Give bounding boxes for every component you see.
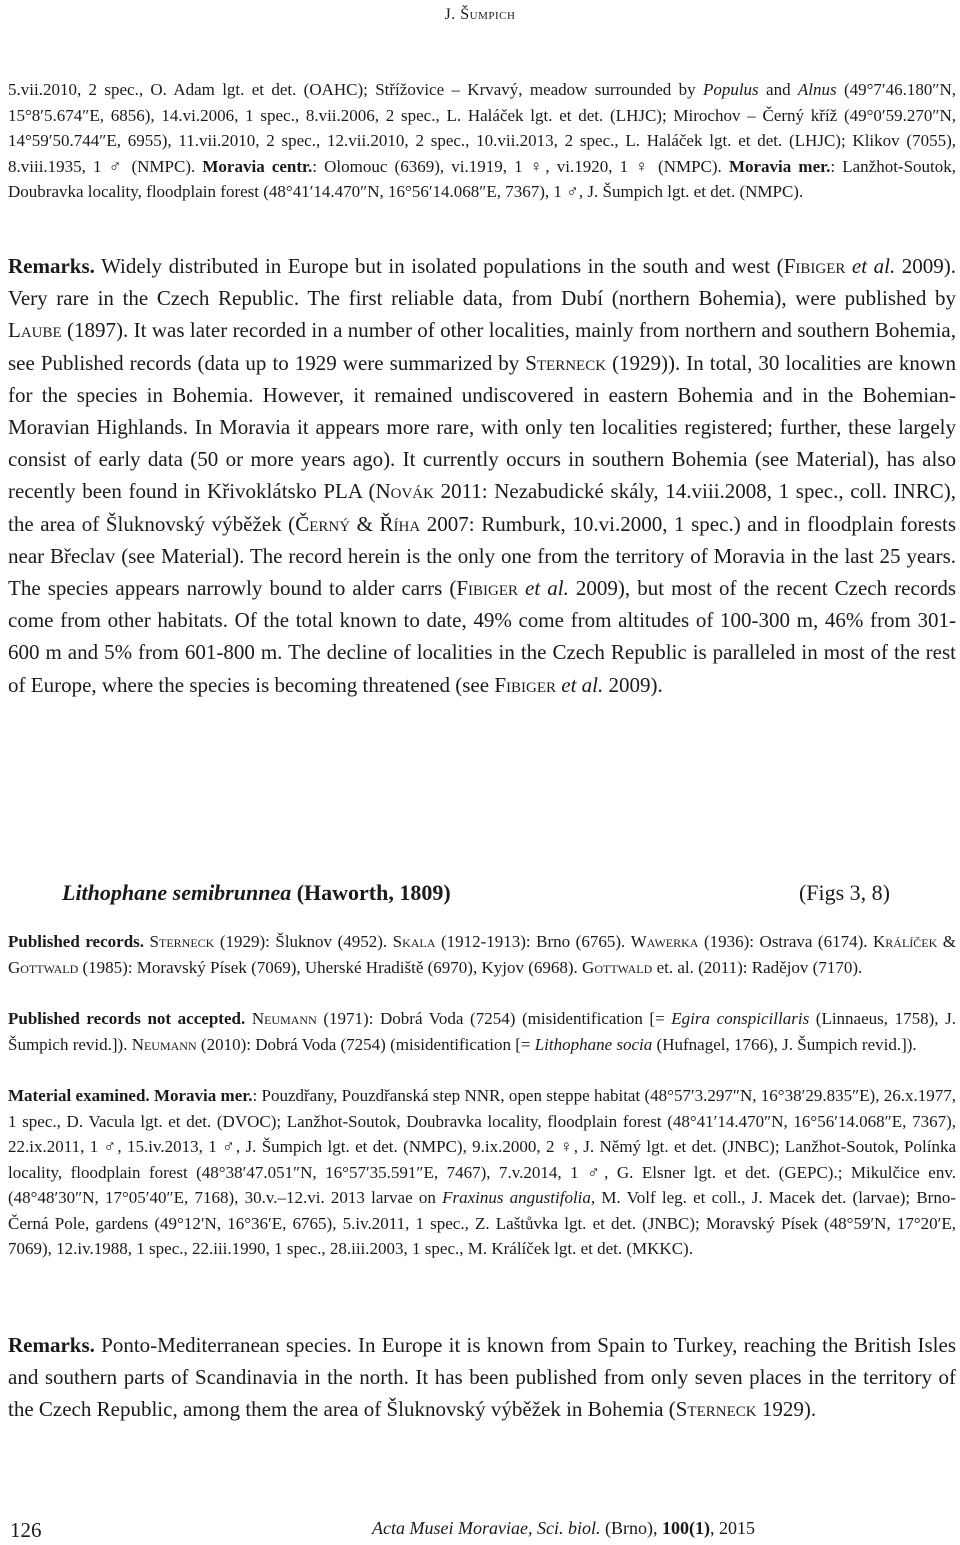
text-run: (1912-1913): Brno (6765).: [435, 932, 631, 951]
journal-name: Acta Musei Moraviae, Sci. biol.: [372, 1518, 601, 1538]
text-run: [245, 1009, 252, 1028]
author-citation: Novák: [375, 479, 434, 504]
text-run: et al.: [845, 254, 896, 278]
figure-reference: (Figs 3, 8): [798, 880, 890, 905]
author-citation: Sterneck: [149, 932, 215, 951]
species-heading: [62, 880, 892, 906]
region-label: Moravia mer.: [728, 156, 831, 176]
taxon-name: Alnus: [797, 80, 837, 99]
text-run: (1929): Šluknov (4952).: [214, 932, 393, 951]
text-run: : Pouzdřany, Pouzdřanská step NNR, open steppe habitat (48°57′3.297″N, 16°38′29.835″E), 26.x.1977, 1 spec., D. Vacula lgt. et det. (DVOC); Lanžhot-Soutok, Doubravka locality, floodplain forest (48°41′14.470″N, 16°56′14.068″E, 7367), 22.ix.2011, 1 ♂, 15.iv.2013, 1 ♂, J. Šumpich lgt. et det. (NMPC), 9.ix.2000, 2 ♀, J. Němý lgt. et det. (JNBC); Lanžhot-Soutok, Polínka locality, floodplain forest (48°38′47.051″N, 16°57′35.591″E, 7467), 7.v.2014, 1 ♂, G. Elsner lgt. et det. (GEPC).; Mikulčice env. (48°48′30″N, 17°05′40″E, 7168), 30.v.–12.vi. 2013 larvae on: [8, 1086, 956, 1207]
taxon-name: Lithophane socia: [534, 1034, 653, 1054]
author-citation: Wawerka: [630, 932, 699, 951]
text-run: et al.: [518, 576, 569, 601]
taxon-name: Fraxinus angustifolia: [442, 1188, 591, 1207]
remarks-label: Remarks.: [8, 254, 95, 278]
section-label: Published records not accepted.: [8, 1009, 246, 1028]
species-author: (Haworth, 1809): [291, 880, 451, 905]
text-run: (1985): Moravský Písek (7069), Uherské Hradiště (6970), Kyjov (6968).: [78, 957, 583, 977]
author-citation: Fibiger: [494, 672, 556, 697]
author-citation: Neumann: [131, 1034, 197, 1054]
author-citation: Neumann: [251, 1009, 317, 1028]
author-citation: Sterneck: [525, 350, 607, 375]
material-examined: [8, 1083, 956, 1262]
text-run: et al.: [556, 672, 604, 697]
page-number: 126: [10, 1518, 42, 1542]
running-head: J. Šumpich: [444, 6, 516, 23]
text-run: (1897). It was later recorded in a number of other localities, mainly from northern and southern Bohemia, see Published records (data up to 1929 were summarized by: [8, 318, 956, 375]
text-run: 5.vii.2010, 2 spec., O. Adam lgt. et det. (OAHC); Střížovice – Krvavý, meadow surrounded by: [8, 80, 703, 99]
text-run: (1971): Dobrá Voda (7254) (misidentification [=: [316, 1009, 672, 1028]
locality-records-continued: [8, 77, 956, 205]
text-run: 2009). Very rare in the Czech Republic. The first reliable data, from Dubí (northern Bohemia), were published by: [8, 254, 956, 311]
text-run: (Hufnagel, 1766), J. Šumpich revid.]).: [652, 1034, 917, 1054]
remarks-paragraph-2: [8, 1329, 956, 1426]
author-citation: Gottwald: [582, 957, 653, 977]
text-run: Widely distributed in Europe but in isolated populations in the south and west (: [94, 254, 784, 278]
region-label: Moravia centr.: [202, 156, 313, 176]
species-name: Lithophane semibrunnea: [62, 880, 292, 905]
text-run: (1936): Ostrava (6174).: [698, 932, 873, 951]
text-run: (1929)). In total, 30 localities are known for the species in Bohemia. However, it remained undiscovered in eastern Bohemia and in the Bohemian-Moravian Highlands. In Moravia it appears more rare, with only ten localities registered; further, these largely consist of early data (50 or more years ago). It currently occurs in southern Bohemia (see Material), has also recently been found in Křivoklátsko PLA (: [8, 350, 956, 504]
section-label: Published records.: [8, 932, 145, 951]
author-citation: Černý & Říha: [295, 511, 421, 536]
region-label: Moravia mer.: [149, 1086, 253, 1105]
text-run: : Lanžhot-Soutok, Doubravka locality, floodplain forest (48°41′14.470″N, 16°56′14.068″E, 7367), 1 ♂, J. Šumpich lgt. et det. (NMPC).: [8, 156, 957, 201]
author-citation: Fibiger: [783, 254, 846, 278]
author-citation: Skala: [392, 932, 436, 951]
author-citation: Laube: [8, 318, 62, 343]
journal-volume: 100(1): [662, 1518, 710, 1538]
remarks-label: Remarks.: [8, 1333, 95, 1357]
text-run: (Brno),: [600, 1518, 662, 1538]
text-run: 2007: Rumburk, 10.vi.2000, 1 spec.) and in floodplain forests near Břeclav (see Material). The record herein is the only one from the territory of Moravia in the last 25 years. The species appears narrowly bound to alder carrs (: [8, 511, 956, 601]
text-run: (49°7′46.180″N, 15°8′5.674″E, 6856), 14.vi.2006, 1 spec., 8.vii.2006, 2 spec., L. Haláček lgt. et det. (LHJC); Mirochov – Černý kříž (49°0′59.270″N, 14°59′50.744″E, 6955), 11.vii.2010, 2 spec., 12.vii.2010, 2 spec., 10.vii.2013, 2 spec., L. Haláček lgt. et det. (LHJC); Klikov (7055), 8.viii.1935, 1 ♂ (NMPC).: [8, 80, 957, 176]
text-run: : Olomouc (6369), vi.1919, 1 ♀, vi.1920, 1 ♀ (NMPC).: [312, 156, 729, 176]
journal-citation: [372, 1518, 755, 1539]
remarks-paragraph: [8, 250, 956, 701]
published-records-not-accepted: [8, 1006, 956, 1057]
text-run: and: [758, 80, 798, 99]
text-run: (Linnaeus, 1758), J. Šumpich revid.]).: [8, 1009, 957, 1054]
text-run: et. al. (2011): Radějov (7170).: [652, 957, 863, 977]
text-run: 2011: Nezabudické skály, 14.viii.2008, 1 spec., coll. INRC), the area of Šluknovský výběžek (: [8, 479, 956, 536]
text-run: Ponto-Mediterranean species. In Europe it is known from Spain to Turkey, reaching the British Isles and southern parts of Scandinavia in the north. It has been published from only seven places in the territory of the Czech Republic, among them the area of Šluknovský výběžek in Bohemia (: [8, 1333, 956, 1422]
author-citation: Králíček & Gottwald: [8, 932, 957, 977]
section-label: Material examined.: [8, 1086, 150, 1105]
text-run: (2010): Dobrá Voda (7254) (misidentification [=: [196, 1034, 535, 1054]
text-run: 1929).: [756, 1397, 817, 1422]
author-citation: Fibiger: [456, 576, 518, 601]
published-records: [8, 929, 956, 980]
taxon-name: Egira conspicillaris: [671, 1009, 810, 1028]
text-run: , M. Volf leg. et coll., J. Macek det. (larvae); Brno-Černá Pole, gardens (49°12′N, 16°36′E, 6765), 5.iv.2011, 1 spec., Z. Laštůvka lgt. et det. (JNBC); Moravský Písek (48°59′N, 17°20′E, 7069), 12.iv.1988, 1 spec., 22.iii.1990, 1 spec., 28.iii.2003, 1 spec., M. Králíček lgt. et det. (MKKC).: [8, 1188, 956, 1258]
text-run: 2009).: [603, 672, 663, 697]
text-run: 2009), but most of the recent Czech records come from other habitats. Of the total known to date, 49% come from altitudes of 100-300 m, 46% from 301-600 m and 5% from 601-800 m. The decline of localities in the Czech Republic is paralleled in most of the rest of Europe, where the species is becoming threatened (see: [8, 576, 956, 697]
text-run: , 2015: [710, 1518, 755, 1538]
taxon-name: Populus: [702, 80, 759, 99]
author-citation: Sterneck: [675, 1397, 757, 1422]
